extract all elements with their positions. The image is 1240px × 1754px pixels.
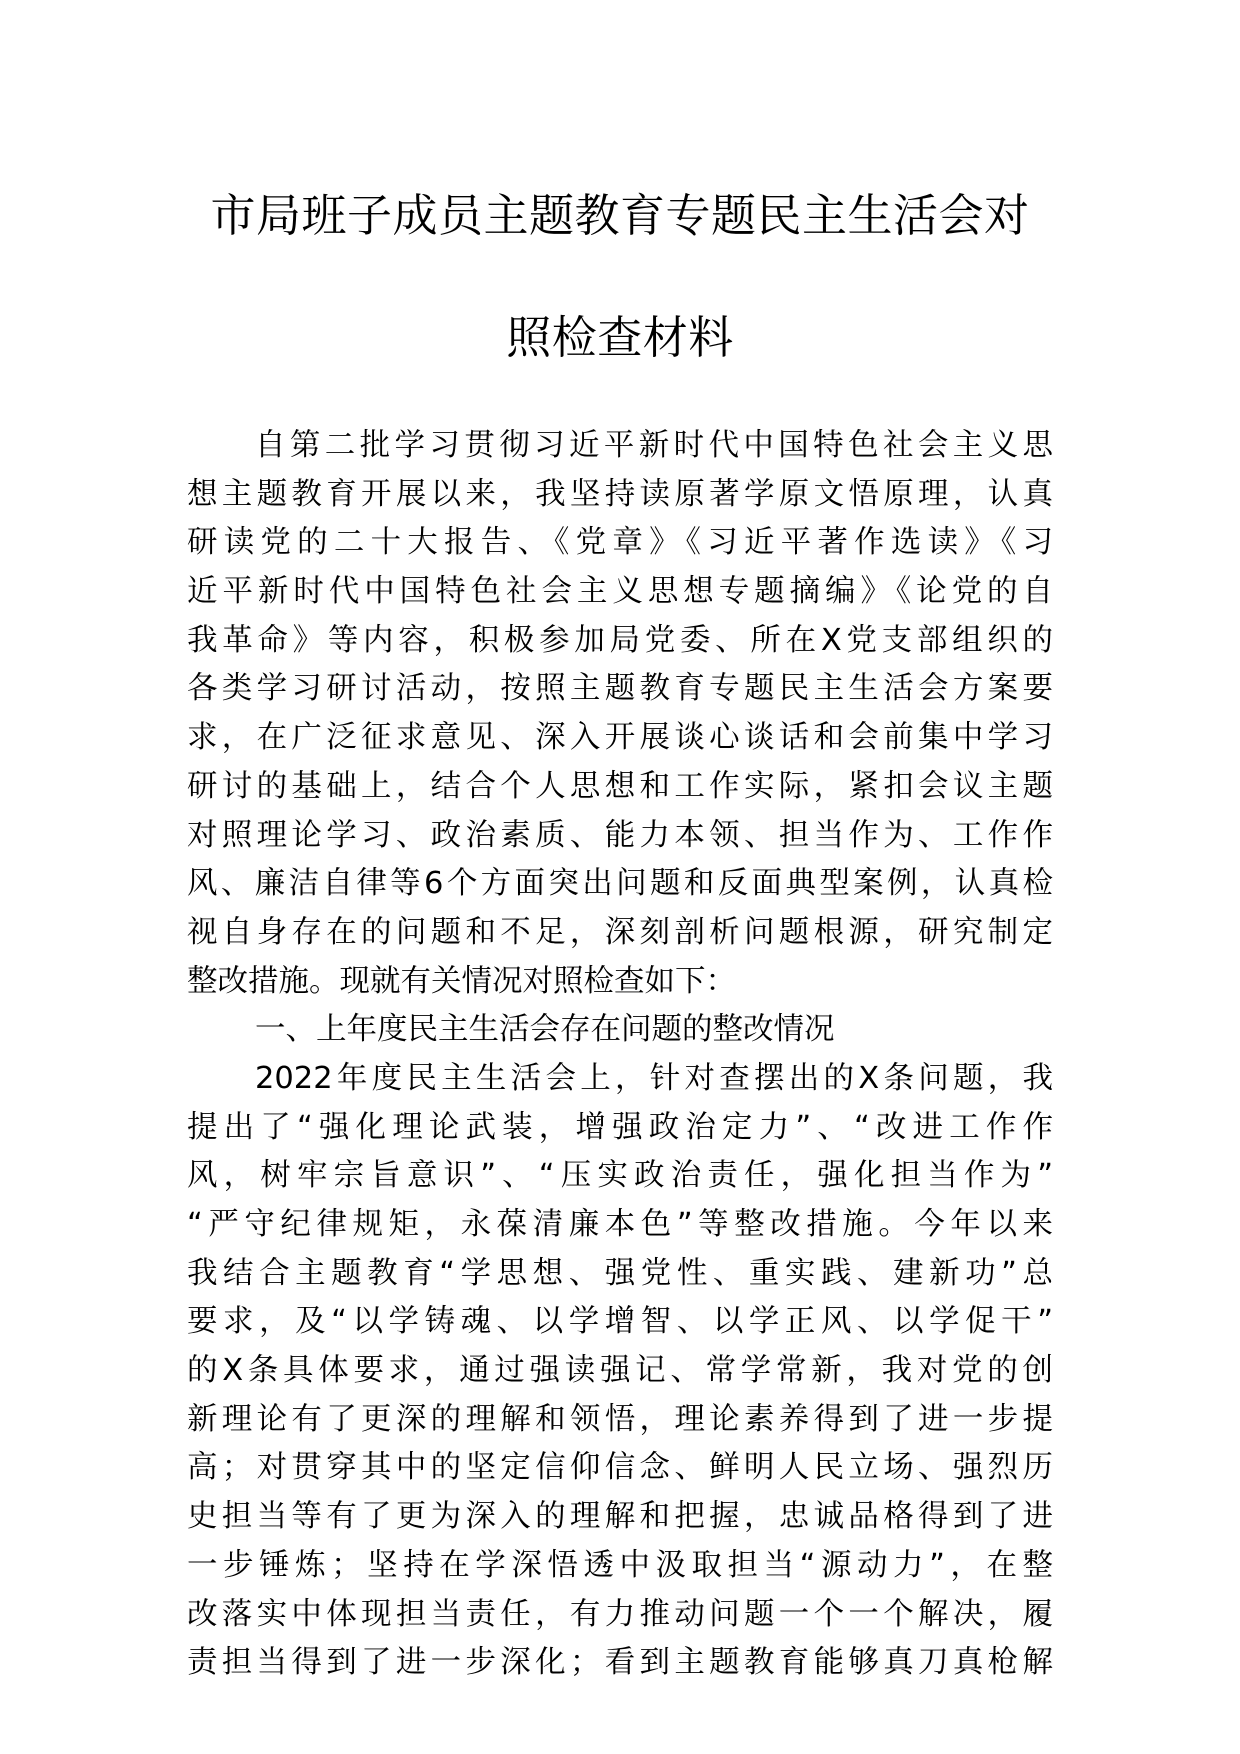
body-text-line: 近平新时代中国特色社会主义思想专题摘编》《论党的自 — [187, 574, 1053, 610]
document-title-line-1: 市局班子成员主题教育专题民主生活会对 — [210, 189, 1030, 242]
body-text-line: 视自身存在的问题和不足，深刻剖析问题根源，研究制定 — [187, 914, 1053, 950]
body-text-line: “严守纪律规矩，永葆清廉本色”等整改措施。今年以来 — [187, 1207, 1053, 1242]
body-text-line: 一步锤炼；坚持在学深悟透中汲取担当“源动力”，在整 — [187, 1547, 1053, 1583]
body-text-line: 自第二批学习贯彻习近平新时代中国特色社会主义思 — [255, 428, 1053, 463]
body-text-line: 求，在广泛征求意见、深入开展谈心谈话和会前集中学习 — [187, 720, 1053, 756]
body-text-line: 对照理论学习、政治素质、能力本领、担当作为、工作作 — [187, 817, 1053, 853]
body-text-line: 改落实中体现担当责任，有力推动问题一个一个解决，履 — [187, 1596, 1053, 1632]
body-text-line: 高；对贯穿其中的坚定信仰信念、鲜明人民立场、强烈历 — [187, 1450, 1053, 1486]
body-text-line: 提出了“强化理论武装，增强政治定力”、“改进工作作 — [187, 1109, 1053, 1145]
body-text-line: 责担当得到了进一步深化；看到主题教育能够真刀真枪解 — [187, 1645, 1053, 1681]
body-text-line: 研讨的基础上，结合个人思想和工作实际，紧扣会议主题 — [187, 768, 1053, 804]
document-body — [187, 422, 1053, 1688]
body-text-line: 2022年度民主生活会上，针对查摆出的X条问题，我 — [255, 1060, 1053, 1096]
body-text-line: 整改措施。现就有关情况对照检查如下： — [187, 963, 736, 999]
body-text-line: 各类学习研讨活动，按照主题教育专题民主生活会方案要 — [187, 671, 1053, 707]
body-text-line: 想主题教育开展以来，我坚持读原著学原文悟原理，认真 — [187, 476, 1053, 512]
body-text-line: 新理论有了更深的理解和领悟，理论素养得到了进一步提 — [187, 1401, 1053, 1437]
body-text-line: 风，树牢宗旨意识”、“压实政治责任，强化担当作为” — [187, 1158, 1053, 1194]
body-text-line: 一、上年度民主生活会存在问题的整改情况 — [255, 1012, 835, 1048]
document-title-line-2: 照检查材料 — [506, 311, 734, 364]
body-text-line: 我结合主题教育“学思想、强党性、重实践、建新功”总 — [187, 1255, 1053, 1291]
body-text-line: 的X条具体要求，通过强读强记、常学常新，我对党的创 — [187, 1353, 1053, 1389]
body-text-line: 我革命》等内容，积极参加局党委、所在X党支部组织的 — [187, 622, 1053, 658]
body-text-line: 风、廉洁自律等6个方面突出问题和反面典型案例，认真检 — [187, 866, 1053, 902]
body-text-line: 研读党的二十大报告、《党章》《习近平著作选读》《习 — [187, 525, 1053, 561]
body-text-line: 要求，及“以学铸魂、以学增智、以学正风、以学促干” — [187, 1304, 1053, 1340]
body-text-line: 史担当等有了更为深入的理解和把握，忠诚品格得到了进 — [187, 1499, 1053, 1535]
